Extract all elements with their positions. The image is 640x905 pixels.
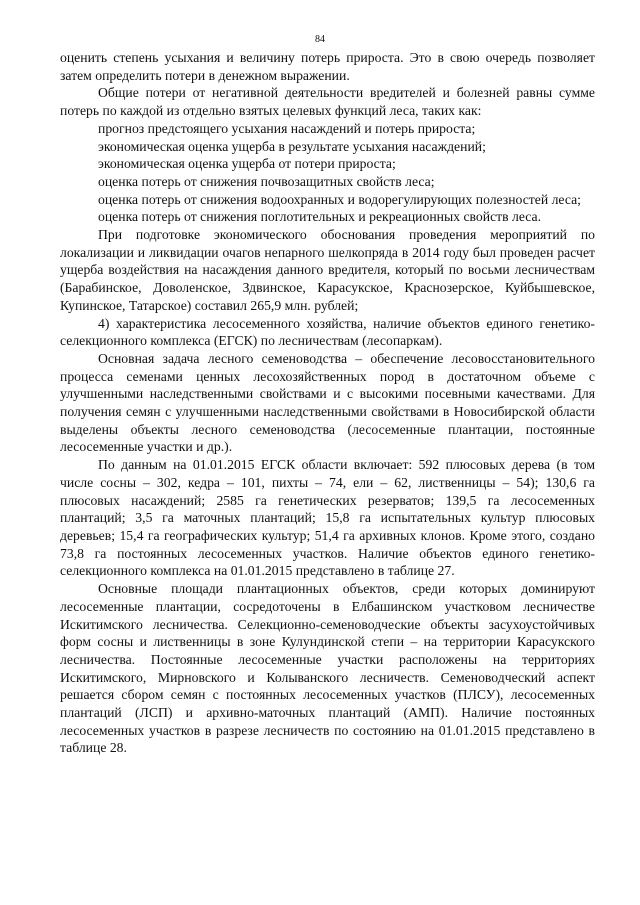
paragraph: Основная задача лесного семеноводства – обеспечение лесовосстановительного процесса семенами ценных лесохозяйственных пород в достаточном объеме с улучшенными наследственными свойствами и с высокими посевными качествами. Для получения семян с улучшенными наследственными свойствами в Новосибирской области выделены объекты лесного семеноводства (лесосеменные плантации, постоянные лесосеменные участки и др.). — [60, 350, 595, 455]
paragraph: Основные площади плантационных объектов, среди которых доминируют лесосеменные плантации, сосредоточены в Елбашинском участковом лесничестве Искитимского лесничества. Селекционно-семеноводческие объекты засухоустойчивых форм сосны и лиственницы в зоне Кулундинской степи – на территории Карасукского лесничества. Постоянные лесосеменные участки расположены на территориях Искитимского, Мирновского и Колыванского лесничеств. Семеноводческий аспект решается сбором семян с постоянных лесосеменных участков (ПЛСУ), лесосеменных плантаций (ЛСП) и архивно-маточных плантаций (АМП). Наличие постоянных лесосеменных участков в разрезе лесничеств по состоянию на 01.01.2015 представлено в таблице 28. — [60, 581, 595, 756]
page-number: 84 — [315, 34, 325, 45]
list-item: прогноз предстоящего усыхания насаждений и потерь прироста; — [98, 120, 476, 136]
paragraph: Общие потери от негативной деятельности вредителей и болезней равны сумме потерь по каждой из отдельно взятых целевых функций леса, таких как: — [60, 85, 595, 119]
paragraph: При подготовке экономического обоснования проведения мероприятий по локализации и ликвидации очагов непарного шелкопряда в 2014 году был проведен расчет ущерба воздействия на насаждения данного вредителя, который по восьми лесничествам (Барабинское, Доволенское, Здвинское, Карасукское, Краснозерское, Куйбышевское, Купинское, Татарское) составил 265,9 млн. рублей; — [60, 227, 595, 313]
list-item: экономическая оценка ущерба в результате усыхания насаждений; — [98, 138, 486, 154]
list-item: оценка потерь от снижения водоохранных и водорегулирующих полезностей леса; — [98, 191, 581, 207]
list-item: оценка потерь от снижения почвозащитных свойств леса; — [98, 173, 435, 189]
body-text — [60, 49, 595, 757]
list-item: экономическая оценка ущерба от потери прироста; — [98, 156, 396, 172]
list-item: оценка потерь от снижения поглотительных и рекреационных свойств леса. — [98, 209, 541, 225]
paragraph: оценить степень усыхания и величину потерь прироста. Это в свою очередь позволяет затем определить потери в денежном выражении. — [60, 50, 595, 83]
paragraph: 4) характеристика лесосеменного хозяйства, наличие объектов единого генетико-селекционного комплекса (ЕГСК) по лесничествам (лесопаркам). — [60, 315, 595, 349]
paragraph: По данным на 01.01.2015 ЕГСК области включает: 592 плюсовых дерева (в том числе сосны – 302, кедра – 101, пихты – 74, ели – 62, лиственницы – 54); 130,6 га плюсовых насаждений; 2585 га генетических резерватов; 139,5 га лесосеменных плантаций; 3,5 га маточных плантаций; 15,8 га испытательных культур плюсовых деревьев; 15,4 га географических культур; 51,4 га архивных клонов. Кроме этого, создано 73,8 га постоянных лесосеменных участков. Наличие объектов единого генетико-селекционного комплекса на 01.01.2015 представлено в таблице 27. — [60, 457, 595, 579]
